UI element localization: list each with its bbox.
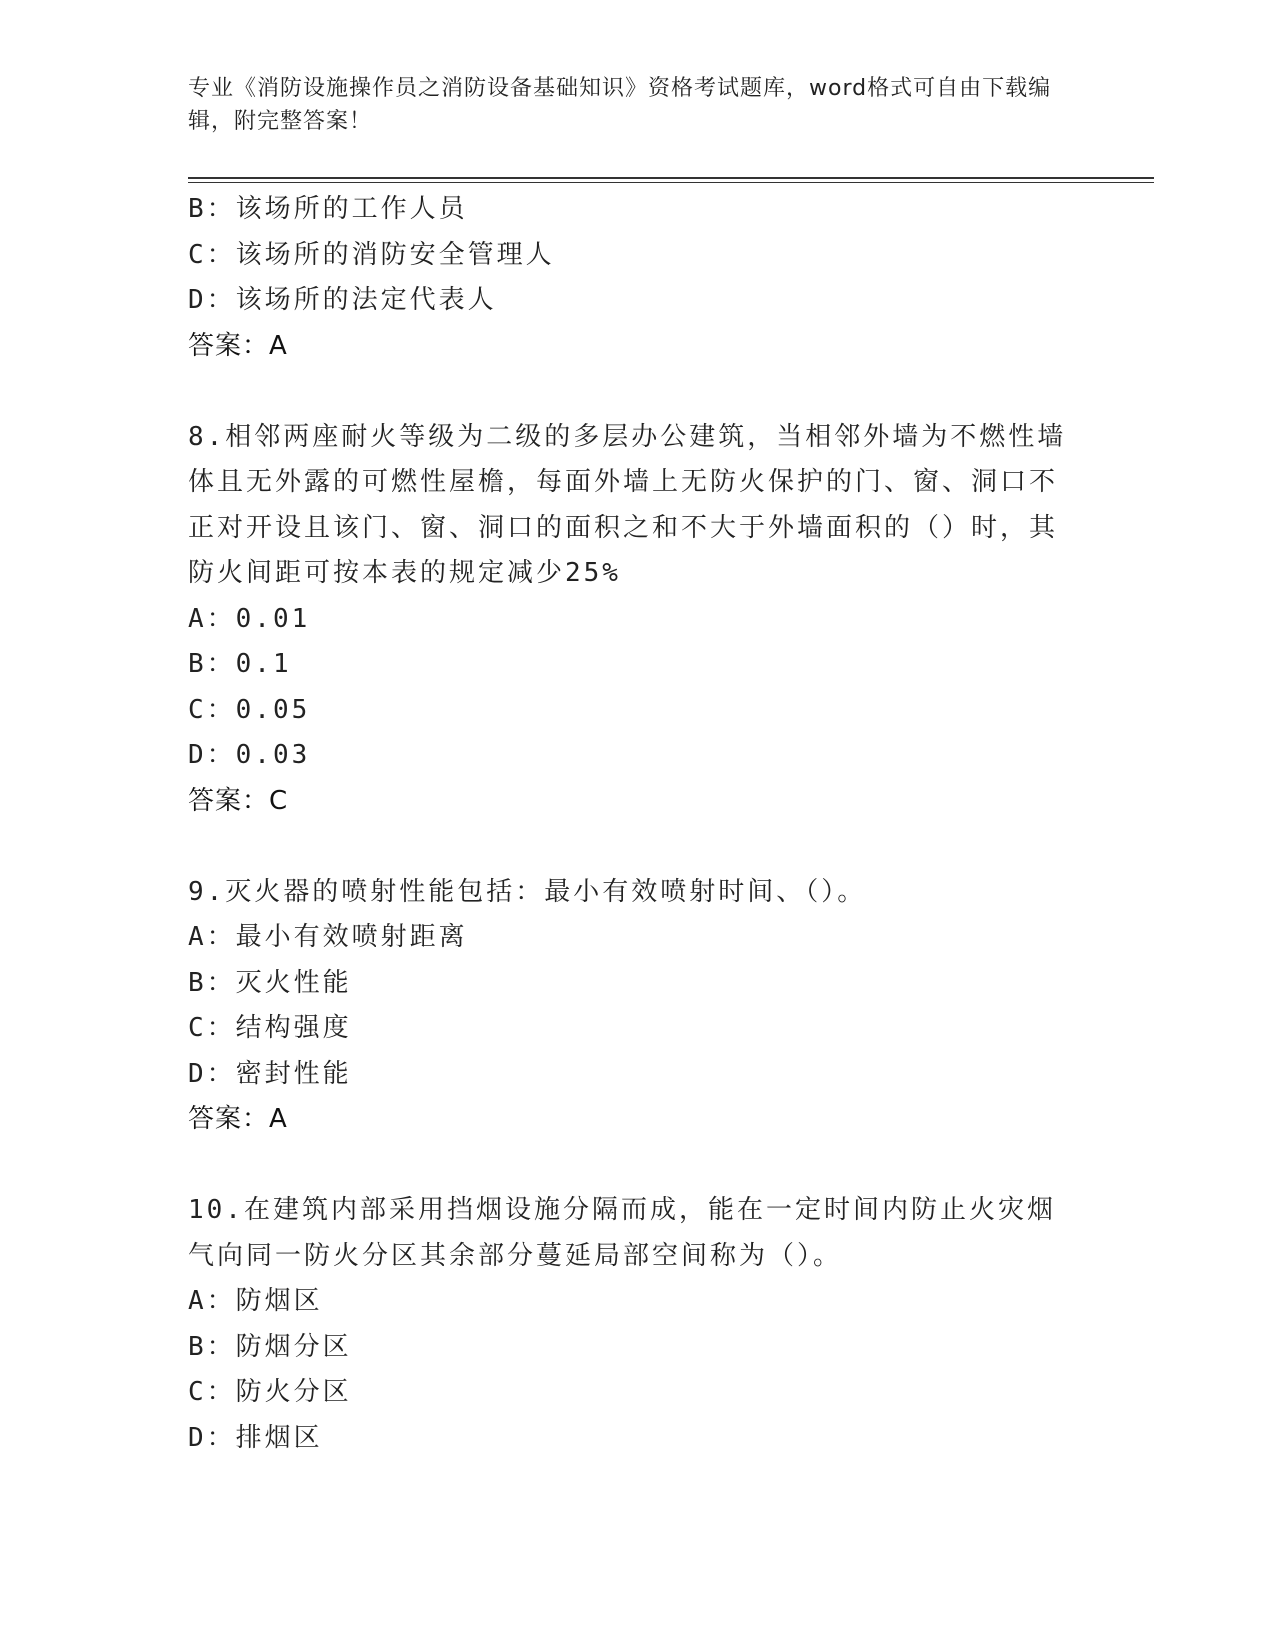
question-block-carryover [188, 187, 1068, 369]
option-d: D：该场所的法定代表人 [188, 285, 497, 315]
option-b: B：0.1 [188, 649, 292, 679]
option-b: B：防烟分区 [188, 1331, 352, 1362]
question-block-10 [188, 1188, 1068, 1461]
option-d: D：密封性能 [188, 1058, 352, 1089]
option-d: D：0.03 [188, 740, 311, 770]
answer-line: 答案：A [188, 1104, 288, 1134]
option-a: A：防烟区 [188, 1286, 323, 1316]
header-divider-thick [188, 177, 1154, 179]
option-a: A：0.01 [188, 603, 311, 634]
option-b: B：该场所的工作人员 [188, 194, 468, 224]
header-divider-thin [188, 182, 1154, 183]
question-text: 10.在建筑内部采用挡烟设施分隔而成，能在一定时间内防止火灾烟气向同一防火分区其余部分蔓延局部空间称为（）。 [188, 1195, 1056, 1271]
option-c: C：0.05 [188, 694, 311, 725]
spacer [188, 1143, 1068, 1189]
question-list [188, 187, 1068, 1461]
answer-line: 答案：C [188, 785, 289, 816]
option-b: B：灭火性能 [188, 967, 352, 998]
option-c: C：防火分区 [188, 1377, 352, 1407]
question-text: 9.灭火器的喷射性能包括：最小有效喷射时间、（）。 [188, 876, 867, 907]
option-c: C：该场所的消防安全管理人 [188, 239, 555, 270]
question-block-9 [188, 870, 1068, 1143]
spacer [188, 824, 1068, 870]
option-a: A：最小有效喷射距离 [188, 922, 468, 952]
option-c: C：结构强度 [188, 1013, 352, 1043]
spacer [188, 369, 1068, 415]
option-d: D：排烟区 [188, 1422, 323, 1453]
answer-line: 答案：A [188, 330, 288, 361]
question-block-8 [188, 415, 1068, 825]
document-header: 专业《消防设施操作员之消防设备基础知识》资格考试题库，word格式可自由下载编辑，附完整答案！ [188, 76, 1052, 134]
question-text: 8.相邻两座耐火等级为二级的多层办公建筑，当相邻外墙为不燃性墙体且无外露的可燃性屋檐，每面外墙上无防火保护的门、窗、洞口不正对开设且该门、窗、洞口的面积之和不大于外墙面积的（）时，其防火间距可按本表的规定减少25% [188, 421, 1067, 588]
